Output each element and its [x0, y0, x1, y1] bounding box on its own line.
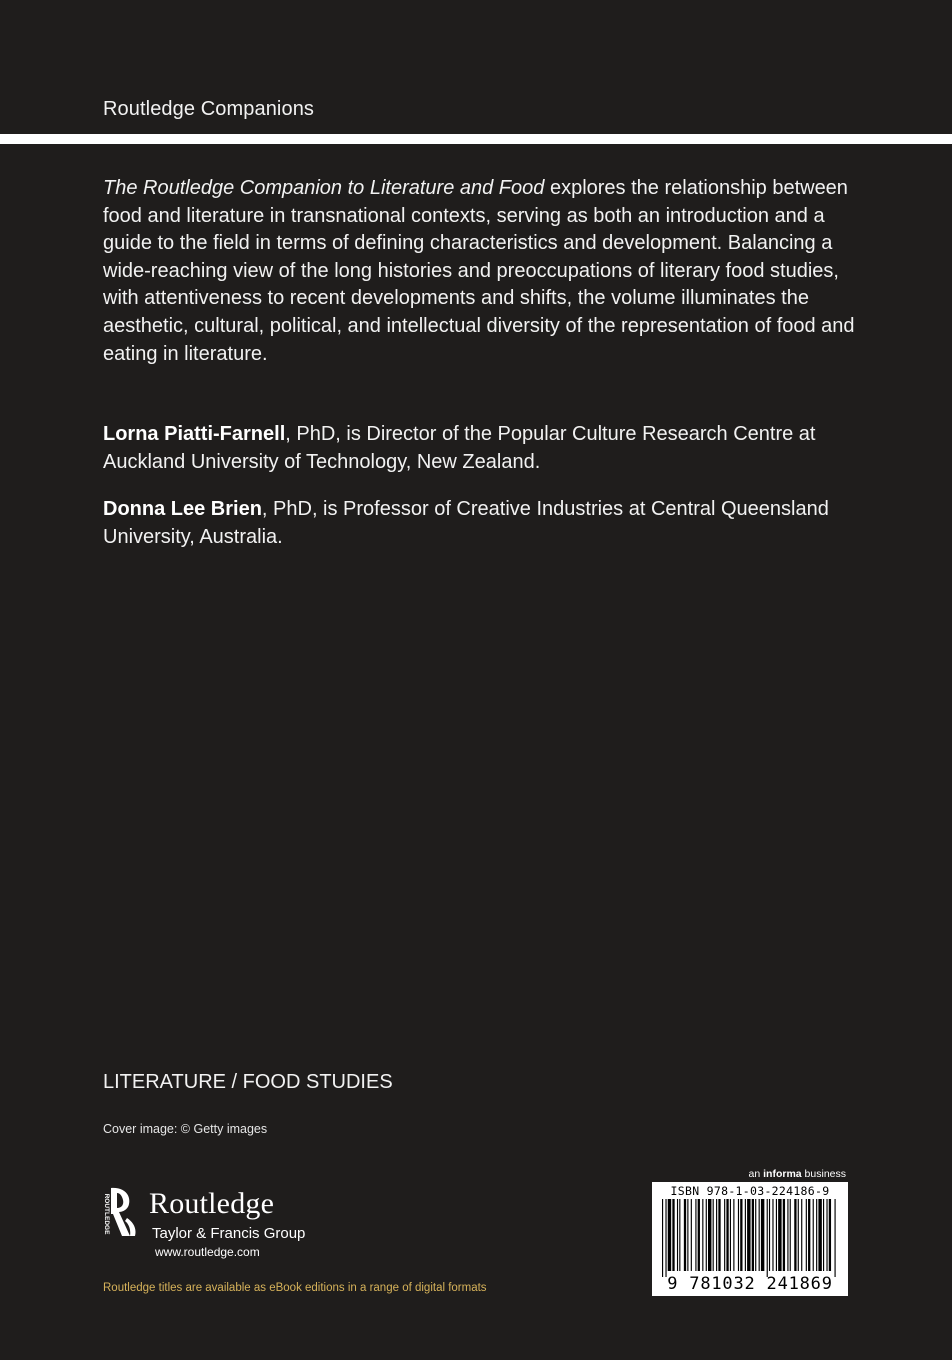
barcode-bar: [713, 1199, 714, 1271]
editor-bio: [103, 496, 843, 551]
divider-rule: [0, 134, 952, 144]
barcode-bar: [767, 1199, 768, 1277]
barcode-bar: [687, 1199, 688, 1271]
informa-brand: informa: [763, 1168, 802, 1180]
barcode-bar: [769, 1199, 770, 1271]
barcode-bar: [740, 1199, 742, 1271]
barcode-bar: [813, 1199, 814, 1271]
book-description: [103, 175, 863, 368]
barcode-bar: [662, 1199, 663, 1277]
barcode-bar: [733, 1199, 734, 1271]
editor-bio: [103, 421, 843, 476]
cover-credit: Cover image: © Getty images: [103, 1122, 268, 1136]
editor-name: Donna Lee Brien: [103, 498, 262, 520]
barcode-bar: [808, 1199, 810, 1271]
barcode-bar: [790, 1199, 791, 1271]
barcode-bar: [801, 1199, 802, 1271]
barcode-bar: [772, 1199, 773, 1271]
barcode-bar: [794, 1199, 796, 1271]
barcode-bar: [776, 1199, 777, 1271]
barcode-bar: [798, 1199, 799, 1271]
isbn-digits: 9 781032 241869: [667, 1274, 833, 1294]
barcode-bar: [665, 1199, 666, 1277]
barcode-bar: [783, 1199, 785, 1271]
barcode-bar: [761, 1199, 764, 1271]
barcode-bar: [726, 1199, 728, 1271]
barcode-bar: [778, 1199, 781, 1271]
series-title: Routledge Companions: [103, 98, 315, 120]
barcode-bar: [730, 1199, 731, 1271]
barcode-bar: [745, 1199, 746, 1271]
editor-bio-text: , PhD, is Professor of Creative Industries at Central Queensland University, Australia.: [103, 498, 829, 548]
editor-name: Lorna Piatti-Farnell: [103, 423, 286, 445]
barcode-bar: [826, 1199, 827, 1271]
barcode-bar: [724, 1199, 725, 1271]
barcode-bar: [816, 1199, 817, 1271]
barcode-bar: [708, 1199, 711, 1271]
barcode-bar: [738, 1199, 739, 1271]
barcode-bar: [672, 1199, 674, 1271]
book-title: The Routledge Companion to Literature and Food: [103, 177, 545, 199]
barcode-bar: [823, 1199, 824, 1271]
routledge-logo-icon: [97, 1184, 141, 1248]
publisher-logo: [97, 1184, 327, 1264]
barcode-bar: [755, 1199, 756, 1271]
editor-bio-text: , PhD, is Director of the Popular Culture Research Centre at Auckland University of Technology, New Zealand.: [103, 423, 816, 473]
barcode-bar: [706, 1199, 707, 1271]
barcode-bar: [787, 1199, 788, 1271]
barcode-bar: [668, 1199, 671, 1271]
barcode-bar: [759, 1199, 760, 1271]
subject-category: LITERATURE / FOOD STUDIES: [103, 1071, 393, 1093]
barcode-bar: [752, 1199, 754, 1271]
logo-mark-text: ROUTLEDGE: [103, 1193, 110, 1235]
ebook-note: Routledge titles are available as eBook editions in a range of digital formats: [103, 1282, 487, 1294]
barcode-bar: [835, 1199, 836, 1277]
barcode-bars: [658, 1199, 842, 1277]
barcode-bar: [684, 1199, 686, 1271]
barcode-bar: [747, 1199, 750, 1271]
barcode-bar: [718, 1199, 720, 1271]
barcode-bar: [829, 1199, 831, 1271]
isbn-label: ISBN 978-1-03-224186-9: [670, 1184, 830, 1198]
barcode-bar: [695, 1199, 696, 1271]
barcode-bar: [818, 1199, 821, 1271]
publisher-group: Taylor & Francis Group: [152, 1225, 306, 1242]
informa-suffix: business: [801, 1168, 846, 1180]
informa-business-tag: [749, 1168, 846, 1180]
publisher-url: www.routledge.com: [155, 1245, 260, 1259]
barcode-bar: [698, 1199, 700, 1271]
informa-prefix: an: [748, 1168, 764, 1180]
publisher-name: Routledge: [149, 1187, 275, 1220]
barcode-bar: [716, 1199, 717, 1271]
barcode-bar: [677, 1199, 678, 1271]
barcode-bar: [806, 1199, 807, 1271]
barcode-bar: [702, 1199, 703, 1271]
isbn-barcode: [652, 1182, 848, 1296]
description-text: explores the relationship between food and literature in transnational contexts, serving as both an introduction and a guide to the field in terms of defining characteristics and development. Balancing a wide-reaching view of the long histories and preoccupations of literary food studies, with attentiveness to recent developments and shifts, the volume illuminates the aesthetic, cultural, political, and intellectual diversity of the representation of food and eating in literature.: [103, 177, 855, 365]
barcode-bar: [679, 1199, 680, 1271]
barcode-bar: [691, 1199, 692, 1271]
